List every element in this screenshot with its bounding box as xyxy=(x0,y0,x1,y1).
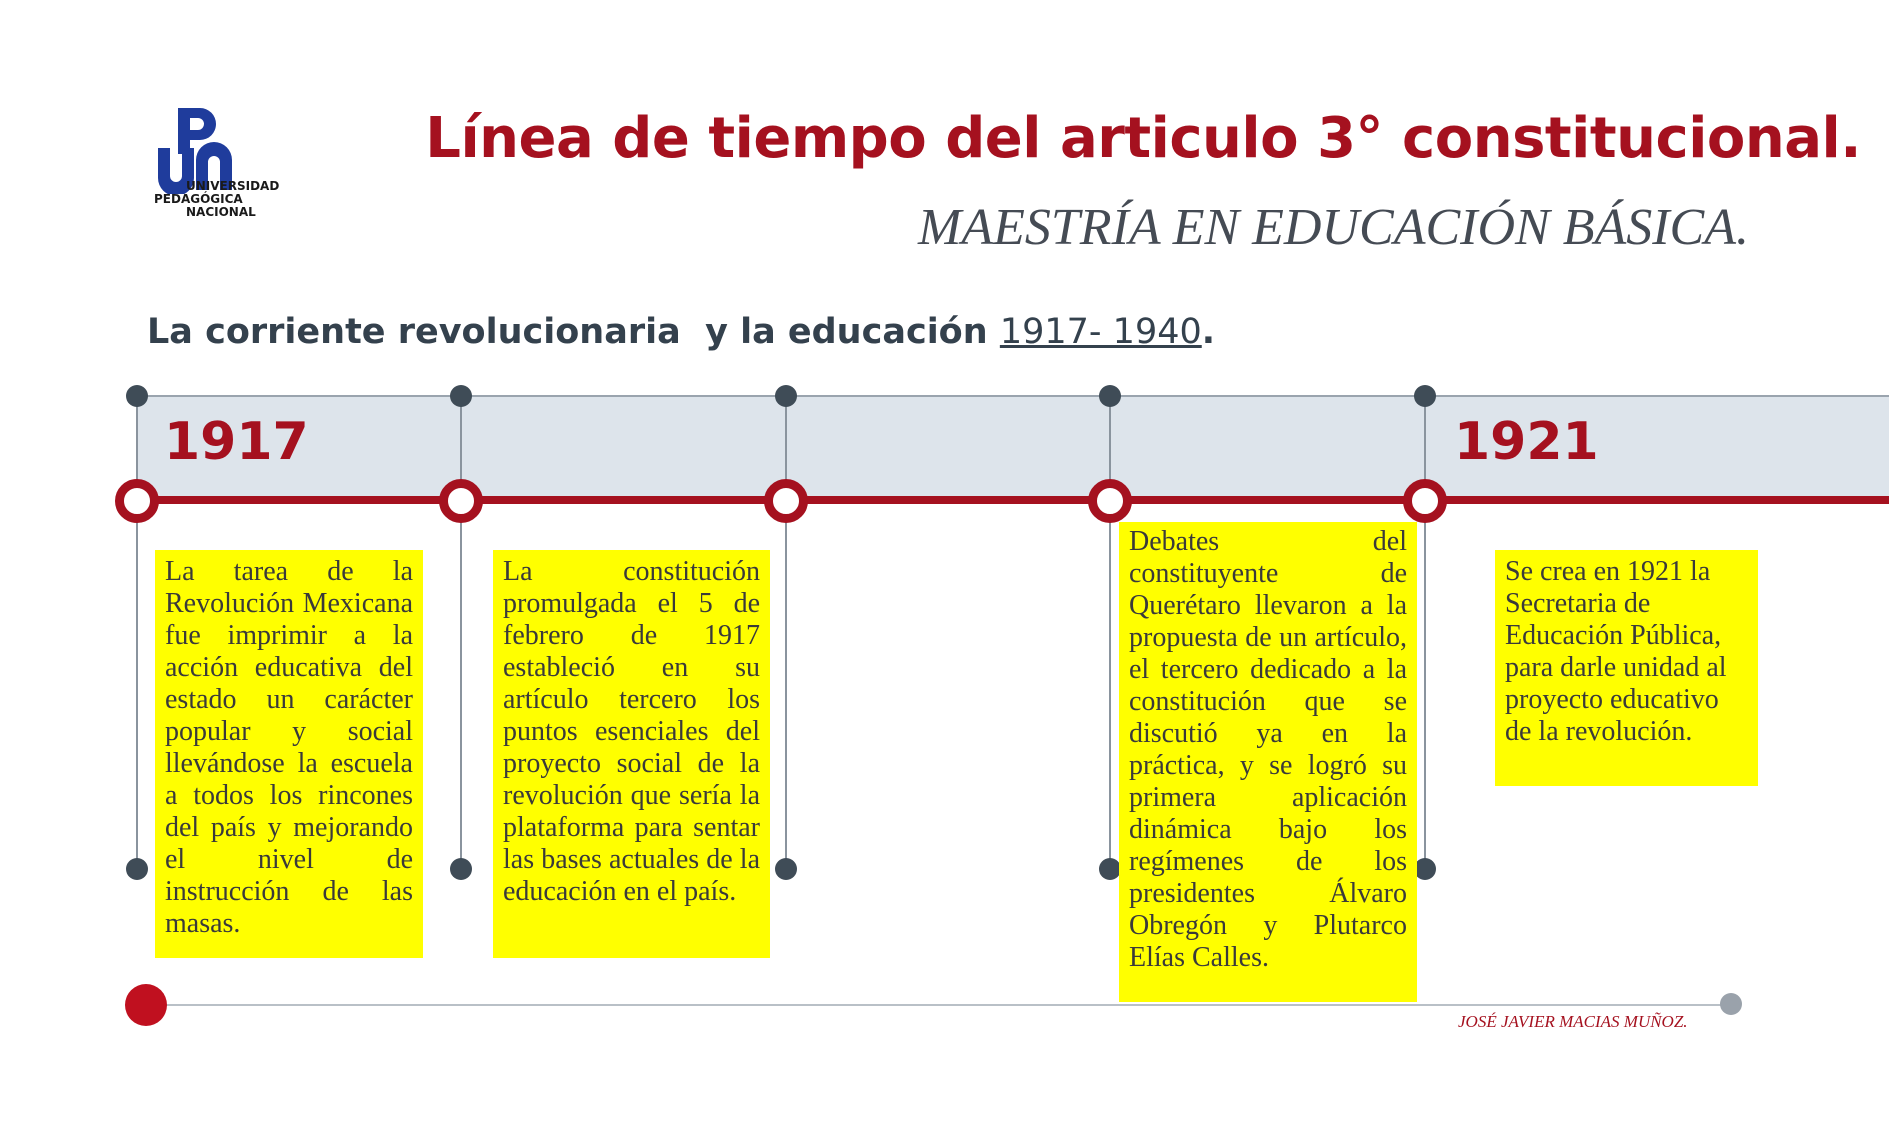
timeline-connector xyxy=(1424,396,1426,868)
timeline-note: Debates del constituyente de Querétaro llevaron a la propuesta de un artículo, el tercero dedicado a la constitución que se discutió ya en la práctica, y se logró su primera aplicación dinámica bajo los regímenes de los presidentes Álvaro Obregón y Plutarco Elías Calles. xyxy=(1119,522,1417,1002)
timeline-connector xyxy=(785,396,787,868)
logo-line-2: PEDAGÓGICA xyxy=(154,192,243,206)
footer-line xyxy=(146,1004,1732,1006)
author-name: JOSÉ JAVIER MACIAS MUÑOZ. xyxy=(1458,1012,1688,1031)
timeline-band xyxy=(136,396,1889,500)
section-heading-text: La corriente revolucionaria y la educación xyxy=(147,312,1000,352)
timeline-top-dot xyxy=(1414,385,1436,407)
timeline-marker xyxy=(439,479,483,523)
upn-logo xyxy=(146,104,286,224)
timeline-connector xyxy=(1109,396,1111,868)
timeline-bottom-dot xyxy=(450,858,472,880)
section-heading xyxy=(147,312,1215,352)
timeline-note: Se crea en 1921 la Secretaria de Educación Pública, para darle unidad al proyecto educativo de la revolución. xyxy=(1495,550,1758,786)
timeline-bottom-dot xyxy=(1414,858,1436,880)
footer-red-dot xyxy=(125,984,167,1026)
timeline-marker xyxy=(1088,479,1132,523)
footer-grey-dot xyxy=(1720,993,1742,1015)
timeline-top-line xyxy=(136,395,1889,397)
timeline-marker xyxy=(115,479,159,523)
timeline-note: La tarea de la Revolución Mexicana fue imprimir a la acción educativa del estado un carácter popular y social llevándose la escuela a todos los rincones del país y mejorando el nivel de instrucción de las masas. xyxy=(155,550,423,958)
timeline-connector xyxy=(460,396,462,868)
year-label-1921: 1921 xyxy=(1454,412,1599,472)
timeline-red-line xyxy=(136,496,1889,504)
timeline-top-dot xyxy=(775,385,797,407)
logo-line-3: NACIONAL xyxy=(186,205,256,219)
section-heading-end: . xyxy=(1201,312,1216,352)
timeline-top-dot xyxy=(450,385,472,407)
timeline-marker xyxy=(1403,479,1447,523)
timeline-top-dot xyxy=(126,385,148,407)
timeline-bottom-dot xyxy=(126,858,148,880)
page-title: Línea de tiempo del articulo 3° constitucional. xyxy=(425,106,1861,171)
logo-line-1: UNIVERSIDAD xyxy=(186,179,280,193)
timeline-note: La constitución promulgada el 5 de febrero de 1917 estableció en su artículo tercero los puntos esenciales del proyecto social de la revolución que sería la plataforma para sentar las bases actuales de la educación en el país. xyxy=(493,550,770,958)
timeline-bottom-dot xyxy=(775,858,797,880)
page-subtitle: MAESTRÍA EN EDUCACIÓN BÁSICA. xyxy=(918,199,1749,256)
section-heading-years: 1917- 1940 xyxy=(999,312,1202,352)
timeline-marker xyxy=(764,479,808,523)
timeline-bottom-dot xyxy=(1099,858,1121,880)
timeline-top-dot xyxy=(1099,385,1121,407)
timeline-connector xyxy=(136,396,138,868)
year-label-1917: 1917 xyxy=(164,412,309,472)
